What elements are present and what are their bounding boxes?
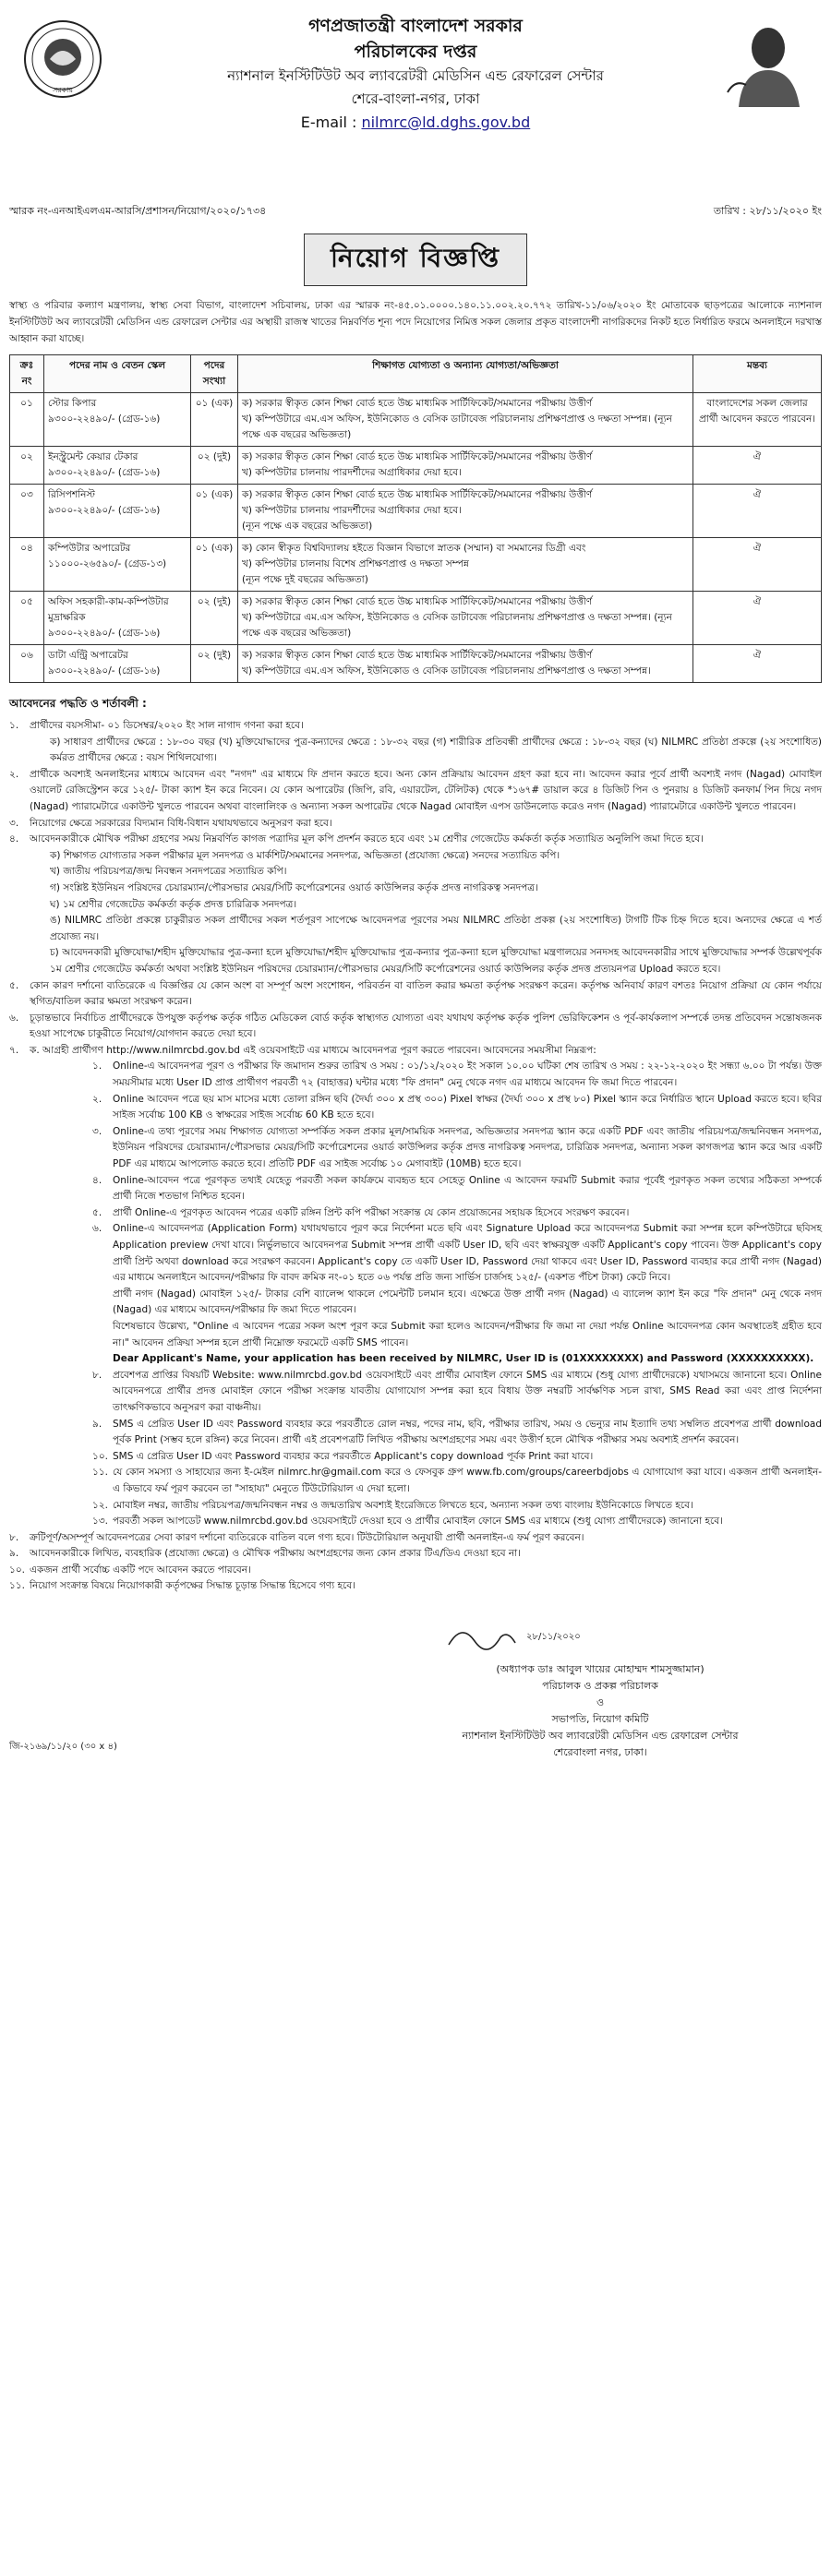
col-remark: মন্তব্য — [693, 355, 822, 393]
table-row — [10, 393, 822, 447]
table-row — [10, 592, 822, 645]
remark-cell: ঐ — [693, 645, 822, 683]
serial-cell: ০৬ — [10, 645, 44, 683]
rule-number: ১২. — [92, 1499, 108, 1511]
rule-number — [92, 1319, 113, 1351]
rule-text: প্রার্থী নগদ (Nagad) মোবাইল ১২৫/- টাকার বেশি ব্যালেন্স থাকলে পেমেন্টটি চলমান হবে। এক্ষেত্রে উক্ত প্রার্থী নগদ (Nagad) এ ব্যালেন্স ক্যাশ ইন করে "ফি প্রদান" মেনু থেকে নগদ (Nagad) এর মাধ্যমে আবেদন/পরীক্ষার ফি জমা দিতে পারবেন। — [113, 1288, 822, 1316]
rule-text: প্রার্থী Online-এ পূরণকৃত আবেদন পত্রের একটি রঙ্গিন প্রিন্ট কপি পরীক্ষা সংক্রান্ত যে কোন প্রয়োজনের সহায়ক হিসেবে সংরক্ষণ করবেন। — [113, 1206, 630, 1218]
qualification-cell: ক) সরকার স্বীকৃত কোন শিক্ষা বোর্ড হতে উচ্চ মাধ্যমিক সার্টিফিকেট/সমমানের পরীক্ষায় উত্তীর্ণ খ) কম্পিউটার চালনায় পারদর্শীদের অগ্রাধিকার দেয়া হবে। — [238, 447, 693, 485]
rule-text: Online আবেদন পত্রে ছয় মাস মাসের মধ্যে তোলা রঙ্গিন ছবি (দৈর্ঘ্য ৩০০ x প্রস্থ ৩০০) Pixel স্বাক্ষর (দৈর্ঘ্য ৩০০ x প্রস্থ ৮০) Pixel স্ক্যান করে নির্ধারিত স্থানে Upload করতে হবে। ছবির সাইজ সর্বোচ্চ 100 KB ও স্বাক্ষরের সাইজ সর্বোচ্চ 60 KB হতে হবে। — [113, 1093, 822, 1121]
footer-code: জি-২১৬৯/১১/২০ (৩০ x ৪) — [9, 1742, 117, 1753]
rule-item — [9, 1059, 822, 1091]
rule-number: ৯. — [92, 1418, 102, 1430]
rule-item — [9, 1011, 822, 1043]
rule-text: SMS এ প্রেরিত User ID এবং Password ব্যবহার করে পরবর্তীতে রোল নম্বর, পদের নাম, ছবি, পরীক্ষার তারিখ, সময় ও ভেন্যুর নাম ইত্যাদি তথ্য সম্বলিত প্রবেশপত্র প্রার্থী download পূর্বক Print (সম্ভব হলে রঙ্গিন) করে নিবেন। প্রার্থী এই প্রবেশপত্রটি লিখিত পরীক্ষায় অংশগ্রহণের সময় এবং উত্তীর্ণ হলে মৌখিক পরীক্ষার সময় অবশ্যই প্রদর্শন করবেন। — [113, 1418, 822, 1446]
signature-date: ২৮/১১/২০২০ — [526, 1632, 581, 1643]
count-cell: ০১ (এক) — [191, 393, 238, 447]
remark-cell: ঐ — [693, 592, 822, 645]
signature-block — [9, 1617, 822, 1759]
rule-text: নিয়োগ সংক্রান্ত বিষয়ে নিয়োগকারী কর্তৃপক্ষের সিদ্ধান্ত চূড়ান্ত সিদ্ধান্ত হিসেবে গণ্য হবে। — [30, 1580, 355, 1592]
rule-item — [9, 1546, 822, 1563]
rule-number — [30, 848, 50, 865]
rule-text: Online-এ আবেদনপত্র পূরণ ও পরীক্ষার ফি জমাদান শুরুর তারিখ ও সময় : ০১/১২/২০২০ ইং সকাল ১০.০০ ঘটিকা শেষ তারিখ ও সময় : ২২-১২-২০২০ ইং সন্ধ্যা ৬.০০ টা পর্যন্ত। উক্ত সময়সীমার মধ্যে User ID প্রাপ্ত প্রার্থীগণ পরবর্তী ৭২ (বাহাত্তর) ঘন্টার মধ্যে "ফি প্রদান" মেনু থেকে নগদ এর মাধ্যমে আবেদন ফি জমা দিতে পারবেন। — [113, 1060, 822, 1089]
serial-cell: ০৩ — [10, 485, 44, 538]
rule-item — [9, 1368, 822, 1417]
email-link[interactable]: nilmrc@ld.dghs.gov.bd — [361, 114, 531, 131]
rule-text: নিয়োগের ক্ষেত্রে সরকারের বিদ্যমান বিধি-বিধান যথাযথভাবে অনুসরণ করা হবে। — [30, 817, 332, 829]
rule-number: ৪. — [9, 833, 19, 845]
table-row — [10, 447, 822, 485]
rule-item — [9, 1563, 822, 1579]
rule-text: ঘ) ১ম শ্রেণীর গেজেটেড কর্মকর্তা কর্তৃক প্রদত্ত চারিত্রিক সনদপত্র। — [50, 898, 297, 910]
rule-item — [9, 1417, 822, 1449]
post-cell: ইনস্ট্রুমেন্ট কেয়ার টেকার ৯৩০০-২২৪৯০/- (গ্রেড-১৬) — [44, 447, 191, 485]
rule-number: ১. — [92, 1060, 102, 1072]
qualification-cell: ক) সরকার স্বীকৃত কোন শিক্ষা বোর্ড হতে উচ্চ মাধ্যমিক সার্টিফিকেট/সমমানের পরীক্ষায় উত্তীর্ণ খ) কম্পিউটারে এম.এস অফিস, ইউনিকোড ও বেসিক ডাটাবেজ পরিচালনায় প্রশিক্ষণপ্রাপ্ত ও দক্ষতা সম্পন্ন। (ন্যূন পক্ষে এক বছরের অভিজ্ঞতা) — [238, 393, 693, 447]
rule-item — [9, 832, 822, 848]
rule-item — [9, 767, 822, 816]
count-cell: ০১ (এক) — [191, 538, 238, 592]
rule-item — [9, 816, 822, 833]
post-cell: কম্পিউটার অপারেটর ১১০০০-২৬৫৯০/- (গ্রেড-১৩) — [44, 538, 191, 592]
rule-number — [92, 1351, 113, 1368]
rule-number — [30, 881, 50, 897]
rule-number: ৩. — [9, 817, 19, 829]
rule-item — [9, 1514, 822, 1530]
serial-cell: ০৫ — [10, 592, 44, 645]
rule-number: ৭. — [9, 1044, 19, 1056]
table-row — [10, 538, 822, 592]
col-post: পদের নাম ও বেতন স্কেল — [44, 355, 191, 393]
rule-number: ১১. — [92, 1467, 108, 1479]
col-serial: ক্রঃ নং — [10, 355, 44, 393]
rule-text: ক. আগ্রহী প্রার্থীগণ http://www.nilmrcbd.gov.bd এই ওয়েবসাইটে এর মাধ্যমে আবেদনপত্র পূরণ করতে পারবেন। আবেদনের সময়সীমা নিম্নরূপ: — [30, 1044, 596, 1056]
rule-number: ৬. — [92, 1223, 102, 1235]
rule-item — [9, 945, 822, 977]
rule-number: ২. — [9, 768, 19, 780]
post-cell: স্টোর কিপার ৯৩০০-২২৪৯০/- (গ্রেড-১৬) — [44, 393, 191, 447]
rule-item — [9, 1449, 822, 1466]
rule-number: ৮. — [92, 1369, 102, 1381]
office-name: পরিচালকের দপ্তর — [354, 42, 477, 62]
rule-number: ৫. — [9, 979, 19, 991]
rule-text: গ) সংশ্লিষ্ট ইউনিয়ন পরিষদের চেয়ারম্যান/পৌরসভার মেয়র/সিটি কর্পোরেশনের ওয়ার্ড কাউন্সিলর কর্তৃক প্রদত্ত নাগরিকত্ব সনদপত্র। — [50, 881, 538, 893]
government-seal-icon — [22, 18, 103, 100]
rule-item — [9, 848, 822, 865]
rule-number — [30, 897, 50, 914]
rule-text: একজন প্রার্থী সর্বোচ্চ একটি পদে আবেদন করতে পারবেন। — [30, 1564, 251, 1576]
institute-address: শেরে-বাংলা-নগর, ঢাকা — [351, 90, 480, 107]
signatory-designation-4: ন্যাশনাল ইনস্টিটিউট অব ল্যাবরেটরী মেডিসিন এন্ড রেফারেল সেন্টার — [462, 1730, 739, 1743]
rule-number: ৬. — [9, 1012, 19, 1024]
signatory-designation-2: ও — [596, 1696, 605, 1709]
serial-cell: ০৪ — [10, 538, 44, 592]
rule-text: Online-এ তথ্য পূরণের সময় শিক্ষাগত যোগ্যতা সম্পর্কিত সকল প্রকার মূল/সাময়িক সনদপত্র, অভিজ্ঞতার সনদপত্র স্ক্যান করে একটি PDF এবং জাতীয় পরিচয়পত্র/জন্মনিবন্ধন সনদপত্র, ইউনিয়ন পরিষদের চেয়ারম্যান/পৌরসভার মেয়র/সিটি কর্পোরেশনের ওয়ার্ড কাউন্সিলর কর্তৃক প্রদত্ত নাগরিকত্ব সনদপত্র, চারিত্রিক সনদপত্র, অন্যান্য সকল কাগজপত্র স্ক্যান করে আর একটি PDF এর মাধ্যমে আপলোড করতে হবে। প্রতিটি PDF এর সাইজ সর্বোচ্চ ১০ মেগাবাইট (10MB) হতে হবে। — [113, 1125, 822, 1170]
rule-item — [9, 1465, 822, 1497]
col-qualification: শিক্ষাগত যোগ্যতা ও অন্যান্য যোগ্যতা/অভিজ্ঞতা — [238, 355, 693, 393]
rule-text: যে কোন সমস্যা ও সাহায্যের জন্য ই-মেইল nilmrc.hr@gmail.com করে ও ফেসবুক গ্রুপ www.fb.com/groups/careerbdjobs এ যোগাযোগ করা যাবে। একজন প্রার্থী অনলাইন-এ কিভাবে ফর্ম পূরণ করবেন তা "সাহায্য" মেনুতে টিউটোরিয়াল এ দেয়া হলো। — [113, 1467, 822, 1494]
gov-name: গণপ্রজাতন্ত্রী বাংলাদেশ সরকার — [308, 16, 523, 36]
rule-number — [92, 1287, 113, 1319]
rule-item — [9, 978, 822, 1011]
memo-date: তারিখ : ২৮/১১/২০২০ ইং — [713, 205, 822, 217]
signatory-designation-5: শেরেবাংলা নগর, ঢাকা। — [553, 1746, 647, 1759]
rule-text: SMS এ প্রেরিত User ID এবং Password ব্যবহার করে পরবর্তীতে Applicant's copy download পূর্বক Print করা যাবে। — [113, 1450, 594, 1462]
signatory-designation-1: পরিচালক ও প্রকল্প পরিচালক — [542, 1680, 658, 1693]
rule-text: ক) সাধারণ প্রার্থীদের ক্ষেত্রে : ১৮-৩০ বছর (খ) মুক্তিযোদ্ধাদের পুত্র-কন্যাদের ক্ষেত্রে : ১৮-৩২ বছর (গ) শারীরিক প্রতিবন্ধী প্রার্থীদের ক্ষেত্রে : ১৮-৩২ বছর (ঘ) NILMRC প্রতিষ্ঠা প্রকল্পে (২য় সংশোধিত) কর্মরত প্রার্থীদের ক্ষেত্রে : বয়স শিথিলযোগ্য। — [50, 736, 822, 764]
rule-text: মোবাইল নম্বর, জাতীয় পরিচয়পত্র/জন্মনিবন্ধন নম্বর ও জন্মতারিখ অবশ্যই ইংরেজিতে লিখতে হবে, অন্যান্য সকল তথ্য বাংলায় ইউনিকোডে লিখতে হবে। — [113, 1499, 693, 1511]
rule-item — [9, 735, 822, 767]
memo-number: স্মারক নং-এনআইএলএম-আরসি/প্রশাসন/নিয়োগ/২০২০/১৭৩৪ — [9, 205, 267, 217]
rule-item — [9, 1043, 822, 1060]
rule-item — [9, 1124, 822, 1173]
signatory-designation-3: সভাপতি, নিয়োগ কমিটি — [551, 1713, 649, 1726]
rules-heading: আবেদনের পদ্ধতি ও শর্তাবলী : — [9, 697, 147, 710]
rule-item — [9, 1578, 822, 1595]
rule-item — [9, 1498, 822, 1515]
email-label: E-mail : — [300, 114, 362, 131]
rule-number — [30, 735, 50, 767]
remark-cell: ঐ — [693, 447, 822, 485]
signatory-name: (অধ্যাপক ডাঃ আবুল খায়ের মোহাম্মদ শামসুজ্জামান) — [496, 1663, 705, 1676]
rule-item — [9, 1319, 822, 1351]
rule-item — [9, 1205, 822, 1222]
notice-page — [9, 0, 822, 1759]
header — [9, 13, 822, 198]
serial-cell: ০২ — [10, 447, 44, 485]
table-row — [10, 645, 822, 683]
rule-item — [9, 913, 822, 945]
reference-line — [9, 203, 822, 221]
rule-text: ঙ) NILMRC প্রতিষ্ঠা প্রকল্পে চাকুরীরত সকল প্রার্থীদের সকল শর্তপূরণ সাপেক্ষে আবেদনপত্র পূরণের সময় NILMRC প্রতিষ্ঠা প্রকল্প (২য় সংশোধিত) টাগটি টিক চিহ্ন দিতে হবে। অন্যদের ক্ষেত্রে এ শর্ত প্রযোজ্য নয়। — [50, 915, 822, 942]
rule-item — [9, 864, 822, 881]
rule-text: Online-আবেদন পত্রে পূরণকৃত তথ্যই যেহেতু পরবর্তী সকল কার্যক্রমে ব্যবহৃত হবে সেহেতু Online এ আবেদন ফরমটি Submit করার পূর্বেই পূরণকৃত সকল তথ্যের সঠিকতা সম্পর্কে প্রার্থী নিজে শতভাগ নিশ্চিত হবেন। — [113, 1174, 822, 1203]
rule-number — [30, 864, 50, 881]
seal-text: সরকার — [52, 86, 74, 94]
rule-number: ৪. — [92, 1174, 102, 1186]
post-cell: রিসিপশনিস্ট ৯৩০০-২২৪৯০/- (গ্রেড-১৬) — [44, 485, 191, 538]
rule-text: চ) আবেদনকারী মুক্তিযোদ্ধা/শহীদ মুক্তিযোদ্ধার পুত্র-কন্যা হলে মুক্তিযোদ্ধা/শহীদ মুক্তিযোদ্ধার পুত্র-কন্যার পুত্র-কন্যা হলে মুক্তিযোদ্ধা মন্ত্রণালয়ের সনদসহ আবেদনকারীর সাথে মুক্তিযোদ্ধার সম্পর্ক উল্লেখপূর্বক ১ম শ্রেণীর গেজেটেড কর্মকর্তা অথবা সংশ্লিষ্ট ইউনিয়ন পরিষদের চেয়ারম্যান/পৌরসভার মেয়র/সিটি কর্পোরেশনের ওয়ার্ড কাউন্সিলর কর্তৃক প্রদত্ত প্রত্যয়নপত্র Upload করতে হবে। — [50, 947, 822, 975]
rule-item — [9, 1092, 822, 1124]
portrait-image — [722, 18, 803, 107]
rule-text: প্রার্থীদের বয়সসীমা- ০১ ডিসেম্বর/২০২০ ইং সাল নাগাদ গণনা করা হবে। — [30, 720, 304, 731]
rule-item — [9, 718, 822, 735]
remark-cell: ঐ — [693, 485, 822, 538]
qualification-cell: ক) সরকার স্বীকৃত কোন শিক্ষা বোর্ড হতে উচ্চ মাধ্যমিক সার্টিফিকেট/সমমানের পরীক্ষায় উত্তীর্ণ খ) কম্পিউটারে এম.এস অফিস, ইউনিকোড ও বেসিক ডাটাবেজ পরিচালনায় প্রশিক্ষণপ্রাপ্ত ও দক্ষতা সম্পন্ন। — [238, 645, 693, 683]
rule-item — [9, 1530, 822, 1547]
post-cell: অফিস সহকারী-কাম-কম্পিউটার মুদ্রাক্ষরিক ৯৩০০-২২৪৯০/- (গ্রেড-১৬) — [44, 592, 191, 645]
rule-number — [30, 913, 50, 945]
rule-text: Online-এ আবেদনপত্র (Application Form) যথাযথভাবে পূরণ করে নির্দেশনা মতে ছবি এবং Signature Upload করে আবেদনপত্র Submit করা সম্পন্ন হলে কম্পিউটারে ছবিসহ Application preview দেখা যাবে। নির্ভুলভাবে আবেদনপত্র Submit সম্পন্ন প্রার্থী একটি User ID, ছবি এবং স্বাক্ষরযুক্ত একটি Applicant's copy পাবেন। উক্ত Applicant's copy প্রার্থী প্রিন্ট অথবা download করে সংরক্ষণ করবেন। Applicant's copy তে একটি User ID, Password দেয়া থাকবে এবং User ID, Password ব্যবহার করে প্রার্থী নগদ (Nagad) এর মাধ্যমে অনলাইনে আবেদন/পরীক্ষার ফি বাবদ ক্রমিক নং-০১ হতে ০৬ পর্যন্ত প্রতি জন্য সার্ভিস চার্জসহ ১২৫/- (একশত পঁচিশ টাকা) কেটে নিবে। — [113, 1223, 822, 1284]
rule-text: প্রার্থীকে অবশ্যই অনলাইনের মাধ্যমে আবেদন এবং "নগদ" এর মাধ্যমে ফি প্রদান করতে হবে। অন্য কোন প্রক্রিয়ায় আবেদন গ্রহণ করা হবে না। আবেদন করার পূর্বে প্রার্থী অবশ্যই নগদ (Nagad) মোবাইল ওয়ালেট রেজিস্ট্রেশন করে ১২৫/- টাকা ক্যাশ ইন করে নিবেন। যে কোন অপারেটর (জিপি, রবি, এয়ারটেল, টেলিটক) থেকে *১৬৭# ডায়াল করে ৪ ডিজিট পিন ও পুনরায় ৪ ডিজিট কনফার্ম পিন দিয়ে নগদ (Nagad) প্যারামেটারে একাউন্ট খুলতে পারবেন অথবা বাংলালিংক ও অন্যান্য সকল অপারেটর থেকে Nagad মোবাইল এপস ডাউনলোড করেও নগদ (Nagad) প্যারামেটারে একাউন্ট খুলতে পারবেন। — [30, 768, 822, 812]
jobs-table — [9, 354, 822, 683]
rule-item — [9, 1351, 822, 1368]
rule-number: ১০. — [92, 1450, 108, 1462]
rule-number: ১১. — [9, 1580, 25, 1592]
rule-number: ৯. — [9, 1548, 19, 1560]
serial-cell: ০১ — [10, 393, 44, 447]
post-cell: ডাটা এন্ট্রি অপারেটর ৯৩০০-২২৪৯০/- (গ্রেড-১৬) — [44, 645, 191, 683]
rule-text: Dear Applicant's Name, your application has been received by NILMRC, User ID is (01XXXXXXXX) and Password (XXXXXXXXXX). — [113, 1353, 814, 1365]
rule-text: প্রবেশপত্র প্রাপ্তির বিষয়টি Website: www.nilmrcbd.gov.bd ওয়েবসাইটে এবং প্রার্থীর মোবাইল ফোনে SMS এর মাধ্যমে (শুধু যোগ্য প্রার্থীদেরকে) যথাসময়ে জানানো হবে। Online আবেদনপত্রে প্রার্থীর প্রদত্ত মোবাইল ফোনে পরীক্ষা সংক্রান্ত যাবতীয় যোগাযোগ সম্পন্ন করা হবে বিধায় উক্ত নম্বরটি সার্বক্ষণিক সচল রাখা, SMS Read করা এবং প্রাপ্ত নির্দেশনা তাৎক্ষণিকভাবে অনুসরণ করা বাঞ্চনীয়। — [113, 1369, 822, 1413]
jobs-table-header — [10, 355, 822, 393]
rule-number: ১৩. — [92, 1516, 108, 1528]
rule-text: ক্রটিপূর্ণ/অসম্পূর্ণ আবেদনপত্রের সেবা কারণ দর্শানো ব্যতিরেকে বাতিল বলে গণ্য হবে। টিউটোরিয়াল অনুযায়ী প্রার্থী অনলাইন-এ ফর্ম পূরণ করবেন। — [30, 1531, 584, 1543]
table-row — [10, 485, 822, 538]
count-cell: ০২ (দুই) — [191, 592, 238, 645]
email-line — [120, 111, 711, 135]
count-cell: ০২ (দুই) — [191, 645, 238, 683]
notice-title: নিয়োগ বিজ্ঞপ্তি — [304, 234, 527, 286]
count-cell: ০২ (দুই) — [191, 447, 238, 485]
rule-text: চূড়ান্তভাবে নির্বাচিত প্রার্থীদেরকে উপযুক্ত কর্তৃপক্ষ কর্তৃক গঠিত মেডিকেল বোর্ড কর্তৃক স্বাস্থ্যগত যোগ্যতা এবং যথাযথ কর্তৃপক্ষ কর্তৃক পুলিশ ভেরিফিকেশন ও পূর্ব-কার্যকলাপ সম্পর্কে তদন্ত প্রতিবেদন সন্তোষজনক হওয়া সাপেক্ষে চাকুরীতে নিয়োগ/যোগদান করতে দেয়া হবে। — [30, 1012, 822, 1040]
rule-text: খ) জাতীয় পরিচয়পত্র/জন্ম নিবন্ধন সনদপত্রের সত্যায়িত কপি। — [50, 866, 287, 878]
intro-paragraph: স্বাস্থ্য ও পরিবার কল্যাণ মন্ত্রণালয়, স্বাস্থ্য সেবা বিভাগ, বাংলাদেশ সচিবালয়, ঢাকা এর স্মারক নং-৪৫.০১.০০০০.১৪০.১১.০০২.২০.৭৭২ তারিখ-১১/০৬/২০২০ ইং মোতাবেক ছাড়পত্রের আলোকে ন্যাশনাল ইনস্টিটিউট অব ল্যাবরেটরী মেডিসিন এন্ড রেফারেল সেন্টার এর অস্থায়ী রাজস্ব খাতের নিম্নবর্ণিত শূন্য পদে নিয়োগের নিমিত্ত সকল জেলার প্রকৃত বাংলাদেশী নাগরিকদের নিকট হতে নির্ধারিত ফরমে অনলাইনে দরখাস্ত আহ্বান করা যাচ্ছে। — [9, 300, 822, 344]
rule-text: আবেদনকারীকে লিখিত, ব্যবহারিক (প্রযোজ্য ক্ষেত্রে) ও মৌখিক পরীক্ষায় অংশগ্রহণের জন্য কোন প্রকার টিএ/ডিএ দেওয়া হবে না। — [30, 1548, 521, 1560]
rule-number: ৩. — [92, 1125, 102, 1137]
qualification-cell: ক) সরকার স্বীকৃত কোন শিক্ষা বোর্ড হতে উচ্চ মাধ্যমিক সার্টিফিকেট/সমমানের পরীক্ষায় উত্তীর্ণ খ) কম্পিউটারে এম.এস অফিস, ইউনিকোড ও বেসিক ডাটাবেজ পরিচালনায় প্রশিক্ষণপ্রাপ্ত ও দক্ষতা সম্পন্ন। (ন্যূন পক্ষে এক বছরের অভিজ্ঞতা) — [238, 592, 693, 645]
rule-text: পরবর্তী সকল আপডেট www.nilmrcbd.gov.bd ওয়েবসাইটে দেওয়া হবে ও প্রার্থীর মোবাইল ফোনে SMS এর মাধ্যমে (শুধু যোগ্য প্রার্থীদেরকে) জানানো হবে। — [113, 1516, 723, 1528]
rule-text: আবেদনকারীকে মৌখিক পরীক্ষা গ্রহণের সময় নিম্নবর্ণিত কাগজ পত্রাদির মূল কপি প্রদর্শন করতে হবে এবং ১ম শ্রেণীর গেজেটেড কর্মকর্তা কর্তৃক সত্যায়িত অনুলিপি জমা দিতে হবে। — [30, 833, 704, 845]
rule-number: ৮. — [9, 1531, 19, 1543]
rule-text: বিশেষভাবে উল্লেখ্য, "Online এ আবেদন পত্রের সকল অংশ পূরণ করে Submit করা হলেও আবেদন/পরীক্ষার ফি জমা না দেয়া পর্যন্ত Online আবেদনপত্র কোন অবস্থাতেই গ্রহীত হবে না।" আবেদন প্রক্রিয়া সম্পন্ন হলে প্রার্থী নিম্নোক্ত ফরমেটে একটি SMS পাবেন। — [113, 1320, 822, 1348]
qualification-cell: ক) সরকার স্বীকৃত কোন শিক্ষা বোর্ড হতে উচ্চ মাধ্যমিক সার্টিফিকেট/সমমানের পরীক্ষায় উত্তীর্ণ খ) কম্পিউটার চালনায় পারদর্শীদের অগ্রাধিকার দেয়া হবে। (ন্যূন পক্ষে এক বছরের অভিজ্ঞতা) — [238, 485, 693, 538]
rules-list — [9, 718, 822, 1595]
rule-number: ৫. — [92, 1206, 102, 1218]
rule-text: ক) শিক্ষাগত যোগ্যতার সকল পরীক্ষার মূল সনদপত্র ও মার্কশিট/সমমানের সনদপত্র, অভিজ্ঞতা (প্রযোজ্য ক্ষেত্রে) সনদের সত্যায়িত কপি। — [50, 849, 560, 861]
rule-item — [9, 1173, 822, 1205]
col-count: পদের সংখ্যা — [191, 355, 238, 393]
rule-text: কোন কারণ দর্শানো ব্যতিরেকে এ বিজ্ঞপ্তির যে কোন অংশ বা সম্পূর্ণ অংশ সংশোধন, পরিবর্তন বা বাতিল করার ক্ষমতা কর্তৃপক্ষ সংরক্ষণ করেন। কর্তৃপক্ষ অনিবার্য কারণ বশতঃ নিয়োগ প্রক্রিয়া যে কোন পর্যায়ে স্থগিত/বাতিল করার ক্ষমতা সংরক্ষণ করেন। — [30, 979, 822, 1008]
qualification-cell: ক) কোন স্বীকৃত বিশ্ববিদ্যালয় হইতে বিজ্ঞান বিভাগে স্নাতক (সম্মান) বা সমমানের ডিগ্রী এবং খ) কম্পিউটার চালনায় বিশেষ প্রশিক্ষণপ্রাপ্ত ও দক্ষতা সম্পন্ন (ন্যূন পক্ষে দুই বছরের অভিজ্ঞতা) — [238, 538, 693, 592]
rule-number: ১০. — [9, 1564, 25, 1576]
rule-item — [9, 897, 822, 914]
remark-cell: ঐ — [693, 538, 822, 592]
rule-item — [9, 1287, 822, 1319]
institute-name: ন্যাশনাল ইনস্টিটিউট অব ল্যাবরেটরী মেডিসিন এন্ড রেফারেল সেন্টার — [227, 67, 604, 84]
rule-number: ২. — [92, 1093, 102, 1105]
remark-cell: বাংলাদেশের সকল জেলার প্রার্থী আবেদন করতে পারবেন। — [693, 393, 822, 447]
rule-item — [9, 881, 822, 897]
rule-number — [30, 945, 50, 977]
count-cell: ০১ (এক) — [191, 485, 238, 538]
rule-number: ১. — [9, 720, 19, 731]
rule-item — [9, 1221, 822, 1286]
